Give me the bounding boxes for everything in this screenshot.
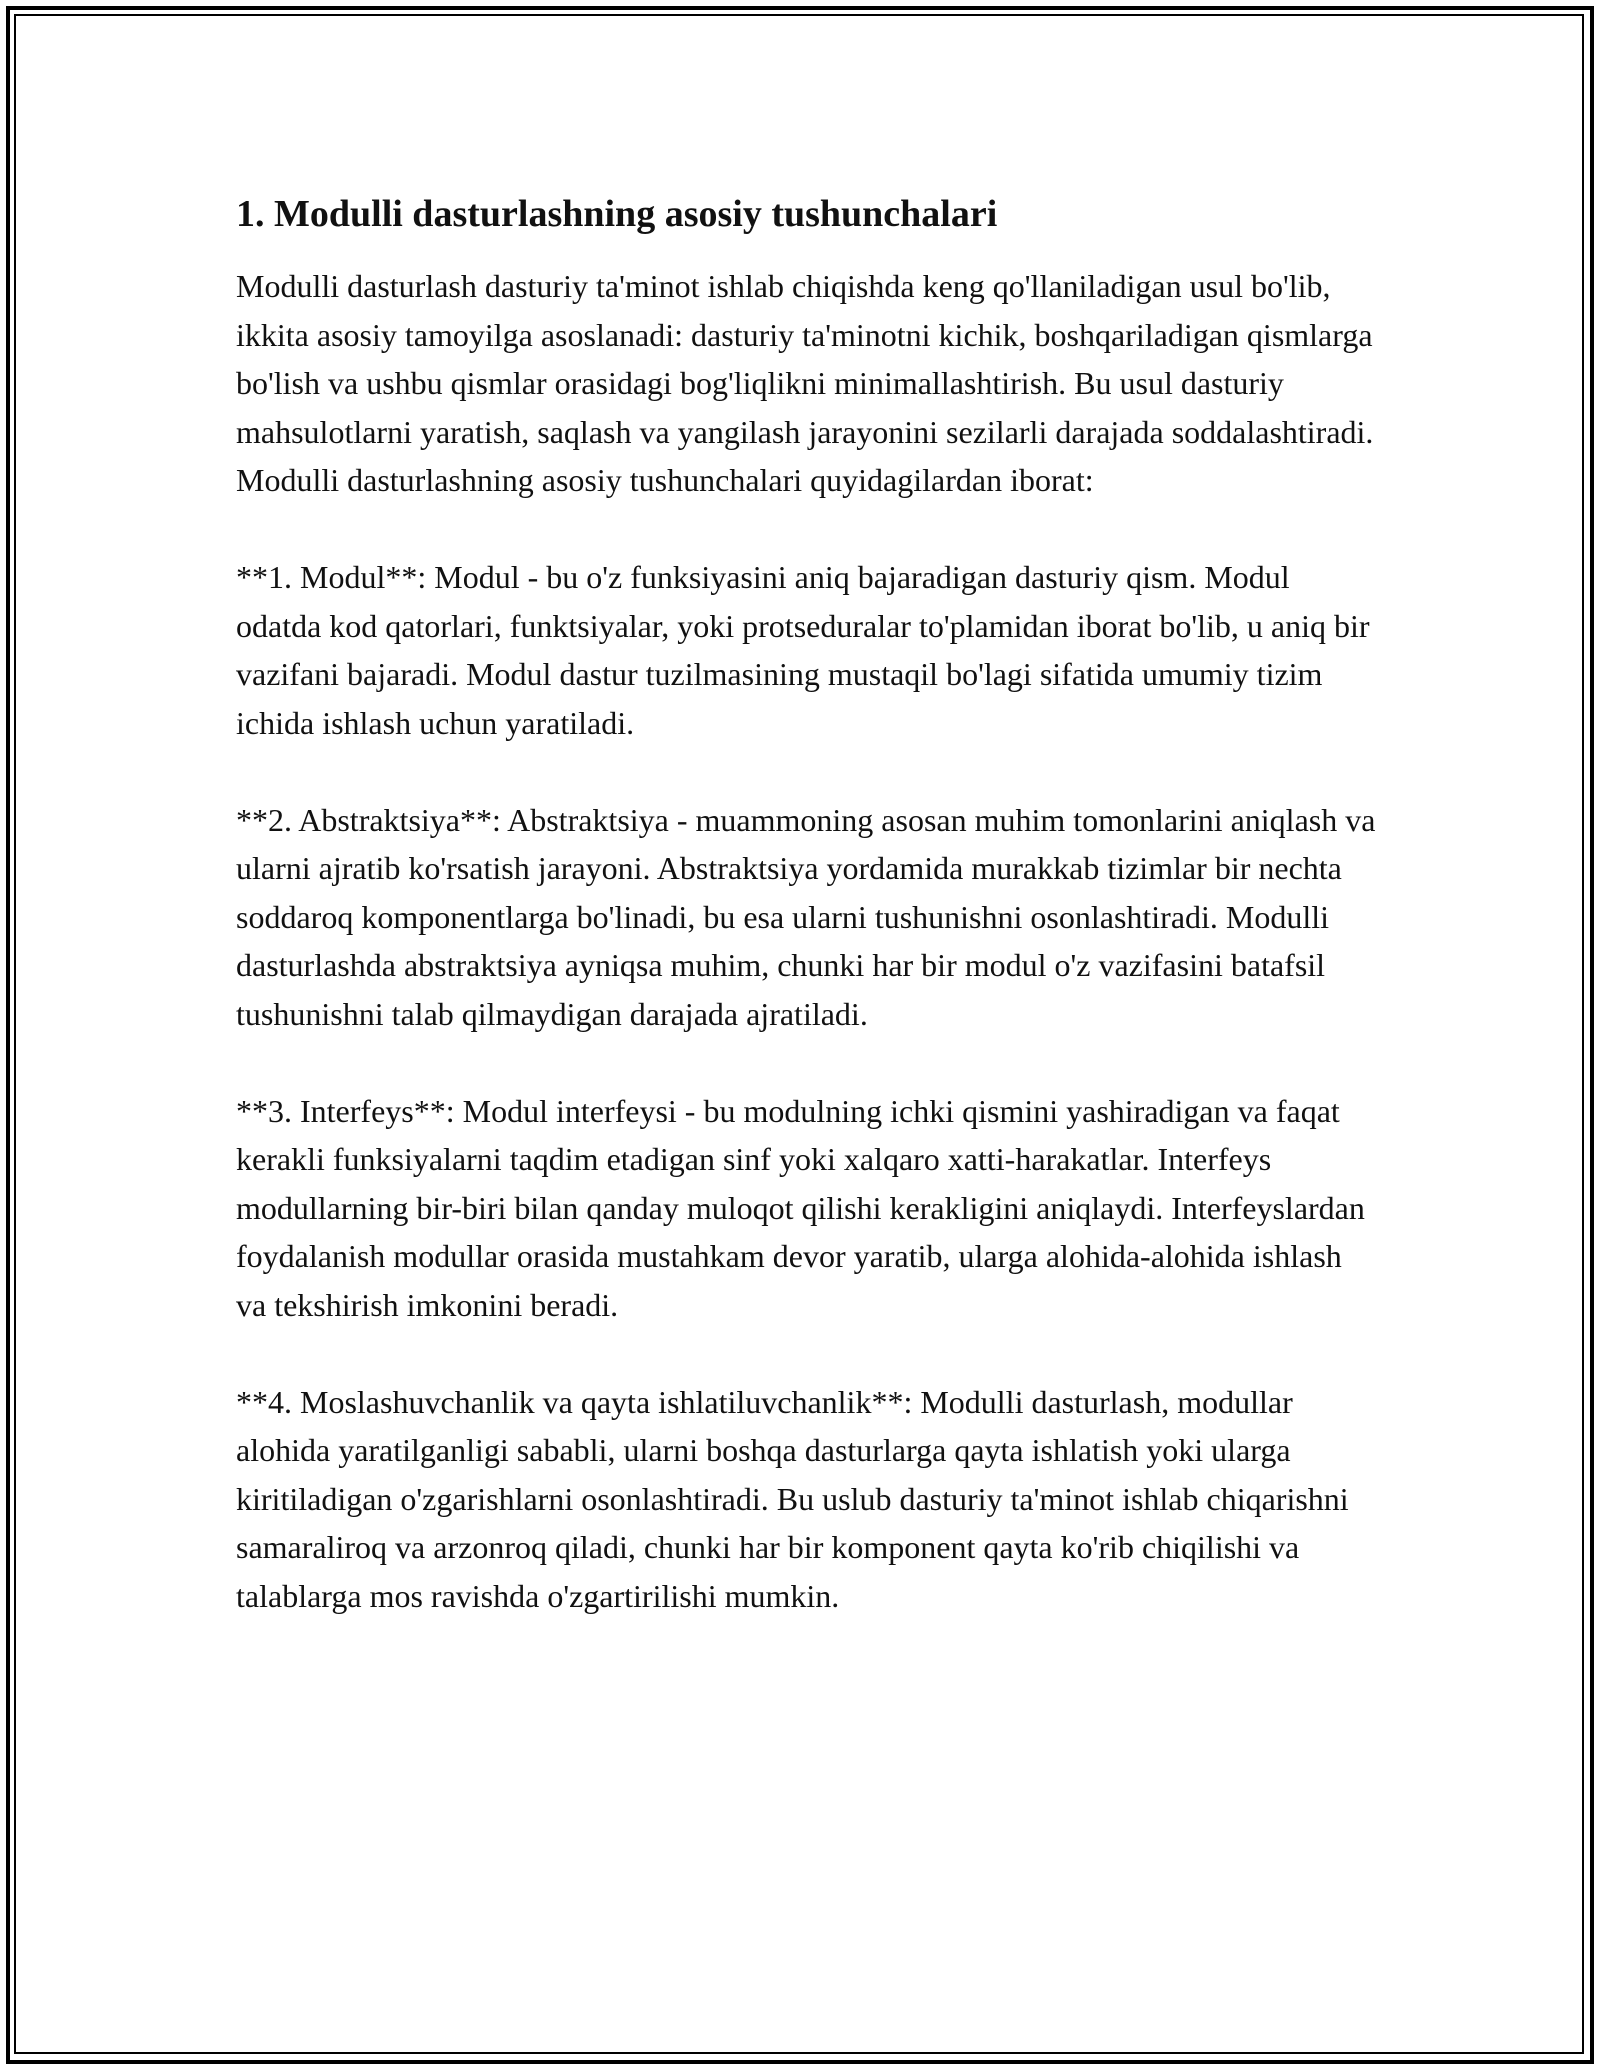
paragraph-abstraktsiya: **2. Abstraktsiya**: Abstraktsiya - muammoning asosan muhim tomonlarini aniqlash va ularni ajratib ko'rsatish jarayoni. Abstraktsiya yordamida murakkab tizimlar bir nechta soddaroq komponentlarga bo'linadi, bu esa ularni tushunishni osonlashtiradi. Modulli dasturlashda abstraktsiya ayniqsa muhim, chunki har bir modul o'z vazifasini batafsil tushunishni talab qilmaydigan darajada ajratiladi.	[236, 801, 1376, 1032]
paragraph-modul: **1. Modul**: Modul - bu o'z funksiyasini aniq bajaradigan dasturiy qism. Modul odatda kod qatorlari, funktsiyalar, yoki protseduralar to'plamidan iborat bo'lib, u aniq bir vazifani bajaradi. Modul dastur tuzilmasining mustaqil bo'lagi sifatida umumiy tizim ichida ishlash uchun yaratiladi.	[236, 559, 1370, 741]
document-body	[236, 186, 1376, 1669]
paragraph-interfeys: **3. Interfeys**: Modul interfeysi - bu modulning ichki qismini yashiradigan va faqat kerakli funksiyalarni taqdim etadigan sinf yoki xalqaro xatti-harakatlar. Interfeys modullarning bir-biri bilan qanday muloqot qilishi kerakligini aniqlaydi. Interfeyslardan foydalanish modullar orasida mustahkam devor yaratib, ularga alohida-alohida ishlash va tekshirish imkonini beradi.	[236, 1092, 1365, 1323]
document-title: 1. Modulli dasturlashning asosiy tushunchalari	[236, 193, 998, 235]
paragraph-intro: Modulli dasturlash dasturiy ta'minot ishlab chiqishda keng qo'llaniladigan usul bo'lib, ikkita asosiy tamoyilga asoslanadi: dasturiy ta'minotni kichik, boshqariladigan qismlarga bo'lish va ushbu qismlar orasidagi bog'liqlikni minimallashtirish. Bu usul dasturiy mahsulotlarni yaratish, saqlash va yangilash jarayonini sezilarli darajada soddalashtiradi. Modulli dasturlashning asosiy tushunchalari quyidagilardan iborat:	[236, 268, 1374, 498]
paragraph-moslashuvchanlik: **4. Moslashuvchanlik va qayta ishlatiluvchanlik**: Modulli dasturlash, modullar alohida yaratilganligi sababli, ularni boshqa dasturlarga qayta ishlatish yoki ularga kiritiladigan o'zgarishlarni osonlashtiradi. Bu uslub dasturiy ta'minot ishlab chiqarishni samaraliroq va arzonroq qiladi, chunki har bir komponent qayta ko'rib chiqilishi va talablarga mos ravishda o'zgartirilishi mumkin.	[236, 1383, 1349, 1614]
